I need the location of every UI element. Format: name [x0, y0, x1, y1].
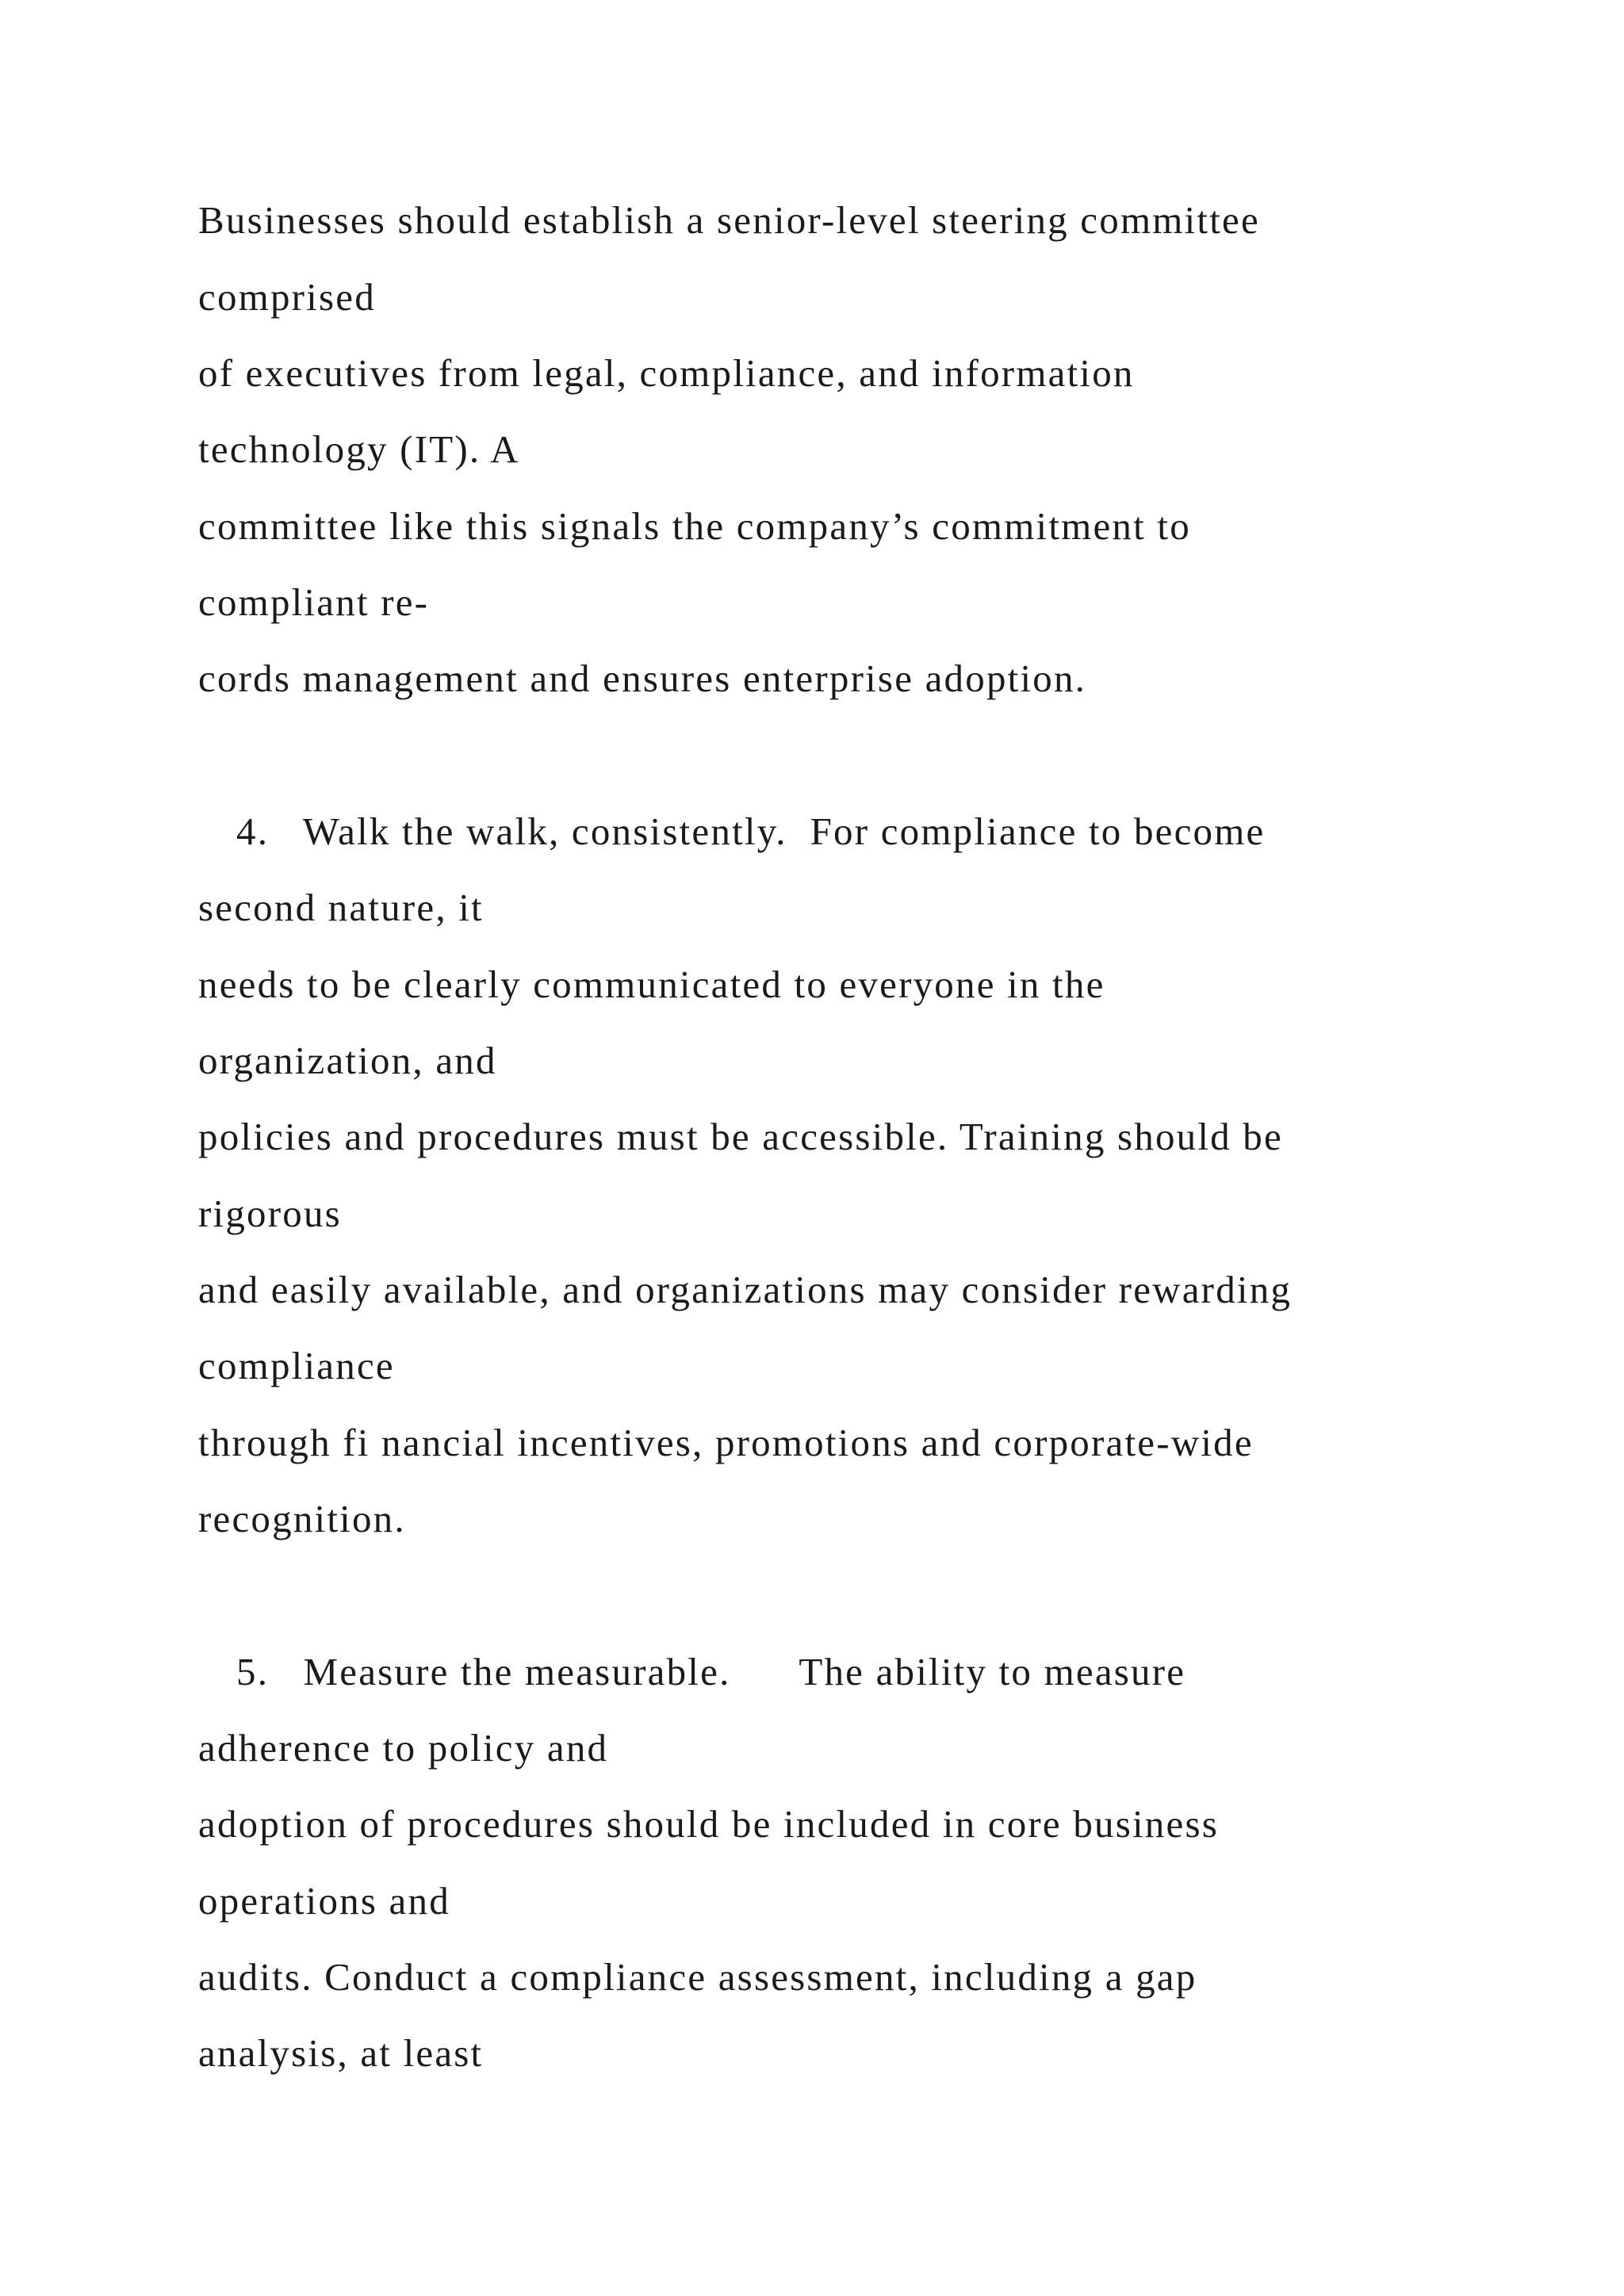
paragraph-2-line-1: 4. Walk the walk, consistently. For compliance to become — [236, 809, 1266, 853]
paragraph-1-line-1: Businesses should establish a senior-level steering committee — [198, 198, 1260, 242]
paragraph-2-line-8: compliance — [198, 1344, 395, 1387]
paragraph-1-line-6: compliant re- — [198, 580, 430, 624]
paragraph-3-line-2: adherence to policy and — [198, 1726, 609, 1770]
paragraph-2-line-9: through fi nancial incentives, promotions and corporate-wide — [198, 1421, 1254, 1464]
paragraph-2-line-4: organization, and — [198, 1039, 497, 1082]
paragraph-1-line-2: comprised — [198, 275, 376, 319]
paragraph-2-line-5: policies and procedures must be accessible. Training should be — [198, 1115, 1283, 1158]
paragraph-3-line-4: operations and — [198, 1879, 450, 1923]
paragraph-3-line-3: adoption of procedures should be included in core business — [198, 1802, 1219, 1846]
paragraph-1-line-5: committee like this signals the company’s commitment to — [198, 504, 1191, 548]
paragraph-3-line-5: audits. Conduct a compliance assessment, including a gap — [198, 1955, 1197, 1999]
paragraph-2-line-7: and easily available, and organizations may consider rewarding — [198, 1268, 1293, 1311]
paragraph-2-line-3: needs to be clearly communicated to everyone in the — [198, 962, 1105, 1006]
paragraph-1-line-3: of executives from legal, compliance, and information — [198, 351, 1135, 395]
paragraph-1-line-7: cords management and ensures enterprise adoption. — [198, 656, 1087, 700]
paragraph-1-line-4: technology (IT). A — [198, 427, 520, 471]
paragraph-2-line-10: recognition. — [198, 1497, 406, 1540]
paragraph-2-line-6: rigorous — [198, 1192, 342, 1235]
paragraph-2-line-2: second nature, it — [198, 886, 484, 929]
paragraph-3-line-1: 5. Measure the measurable. The ability to measure — [236, 1650, 1186, 1693]
paragraph-3-line-6: analysis, at least — [198, 2031, 484, 2075]
